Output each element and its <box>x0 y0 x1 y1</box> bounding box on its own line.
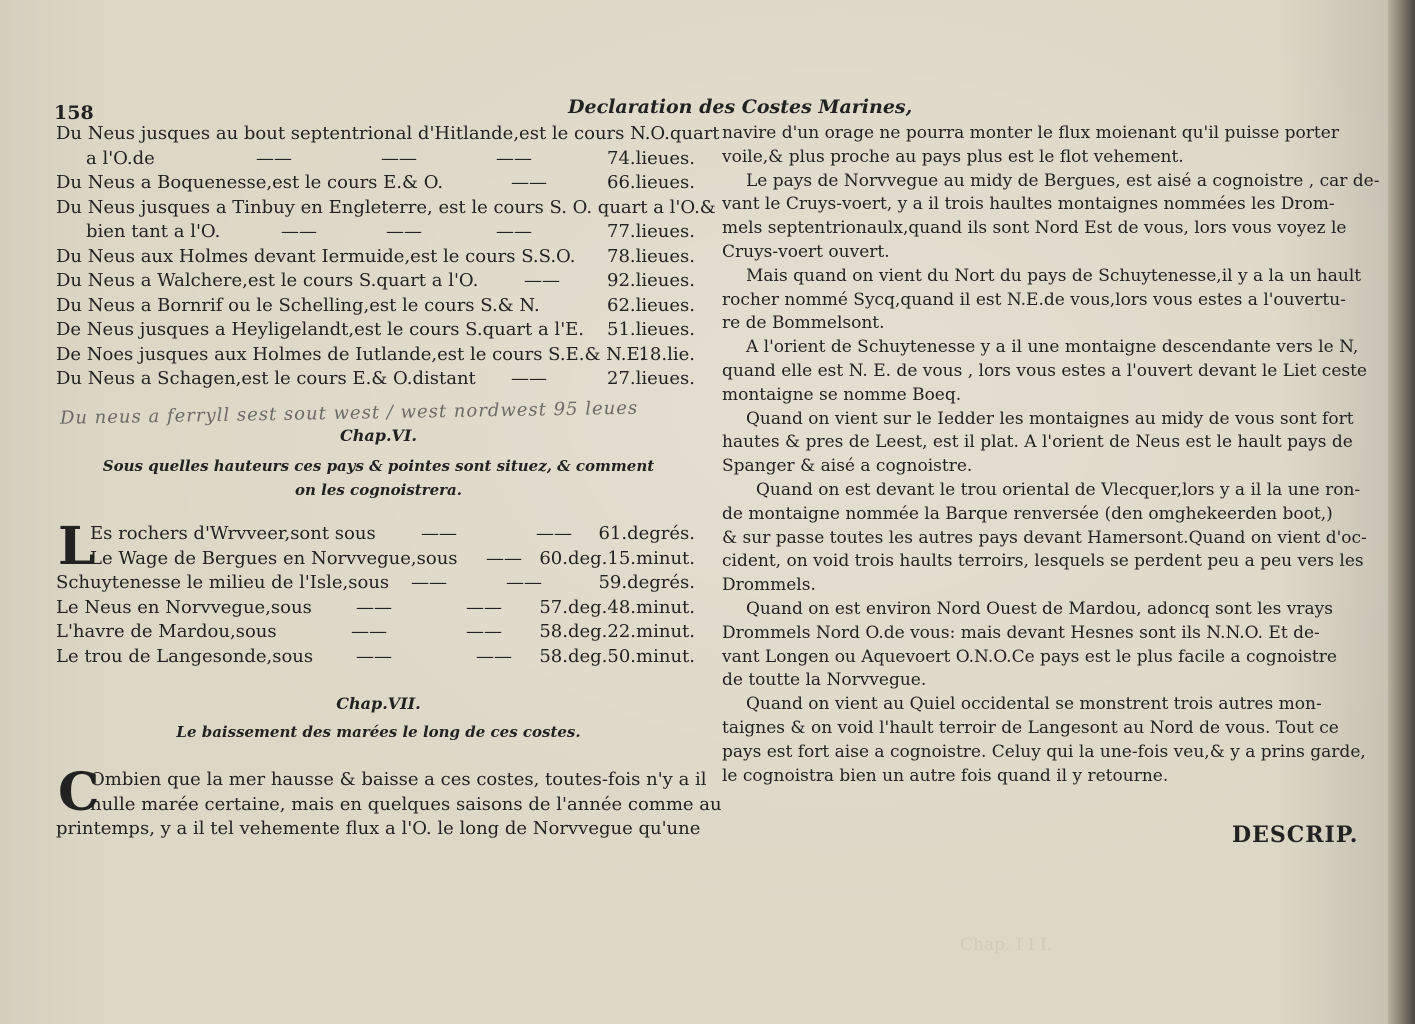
route-row <box>56 147 701 172</box>
route-row <box>56 294 701 319</box>
route-value: 77.lieues. <box>607 221 695 242</box>
route-text: Du Neus a Bornrif ou le Schelling,est le cours S.& N. <box>56 294 540 316</box>
height-value: 59.degrés. <box>598 572 695 593</box>
book-gutter <box>1388 0 1415 1024</box>
paragraph-line: Quand on est devant le trou oriental de Vlecquer,lors y a il la une ron- <box>756 479 1361 500</box>
height-text: Le Neus en Norvvegue,sous <box>56 596 312 618</box>
route-text: De Neus jusques a Heyligelandt,est le cours S.quart a l'E. <box>56 319 585 340</box>
route-row <box>56 171 701 196</box>
paragraph-line: Quand on vient sur le Iedder les montaignes au midy de vous sont fort <box>746 408 1354 429</box>
route-text: De Noes jusques aux Holmes de Iutlande,est le cours S.E.& N.E. <box>56 343 646 365</box>
routes-list <box>56 122 720 392</box>
height-row: L'havre de Mardou,sous —— —— 58.deg.22.minut. <box>56 621 695 642</box>
route-value: 18.lie. <box>638 343 695 365</box>
height-text: Schuytenesse le milieu de l'Isle,sous <box>56 572 390 593</box>
paragraph-line: Spanger & aisé a cognoistre. <box>722 456 973 477</box>
route-dash: —— <box>511 172 547 193</box>
route-text: Du Neus a Schagen,est le cours E.& O.distant <box>56 368 476 389</box>
height-row: Le trou de Langesonde,sous —— —— 58.deg.50.minut. <box>56 645 695 667</box>
height-value: 58.deg.22.minut. <box>539 621 695 642</box>
right-column-text <box>722 122 1380 788</box>
route-dash: —— <box>511 368 547 389</box>
height-row: Schuytenesse le milieu de l'Isle,sous —— —— 59.degrés. <box>56 572 695 593</box>
height-value: 57.deg.48.minut. <box>539 596 695 618</box>
route-text: bien tant a l'O. <box>86 221 221 242</box>
paragraph-line: rocher nommé Sycq,quand il est N.E.de vous,lors vous estes a l'ouvertu- <box>722 289 1346 310</box>
route-row <box>56 269 701 294</box>
heights-list <box>56 516 701 669</box>
height-row: Le Wage de Bergues en Norvvegue,sous —— 60.deg.15.minut. <box>90 547 695 569</box>
route-dash: —— <box>386 221 422 242</box>
paragraph-line: & sur passe toutes les autres pays devant Hamersont.Quand on vient d'oc- <box>722 527 1367 548</box>
route-text: a l'O.de <box>86 147 155 169</box>
route-row <box>56 122 720 147</box>
chapter-7-title: Chap.VII. <box>336 694 421 713</box>
height-text: Le trou de Langesonde,sous <box>56 645 314 667</box>
page-header <box>48 92 913 124</box>
paragraph-line: Quand on est environ Nord Ouest de Mardou, adoncq sont les vrays <box>746 598 1333 619</box>
catchword: DESCRIP. <box>1232 822 1359 848</box>
route-value: 51.lieues. <box>607 319 695 340</box>
chapter-6-title: Chap.VI. <box>340 426 417 445</box>
height-text: L'havre de Mardou,sous <box>56 621 277 642</box>
handwritten-note: Du neus a ferryll sest sout west / west nordwest 95 leues <box>59 397 639 429</box>
drop-cap-L: L <box>58 516 95 577</box>
paragraph-line: Cruys-voert ouvert. <box>722 241 890 262</box>
height-row: Le Neus en Norvvegue,sous —— —— 57.deg.48.minut. <box>56 596 695 618</box>
paragraph-line: Drommels Nord O.de vous: mais devant Hesnes sont ils N.N.O. Et de- <box>722 622 1320 643</box>
paragraph-line: de montaigne nommée la Barque renversée (den omghekeerden boot,) <box>722 503 1333 524</box>
paragraph-line: navire d'un orage ne pourra monter le flux moienant qu'il puisse porter <box>722 123 1339 143</box>
chapter-6-subtitle-line2: on les cognoistrera. <box>295 481 462 499</box>
paragraph-line: cident, on void trois haults terroirs, lesquels se perdent peu a peu vers les <box>722 551 1364 572</box>
height-value: 60.deg.15.minut. <box>539 547 695 569</box>
paragraph-line: nulle marée certaine, mais en quelques saisons de l'année comme au <box>90 793 722 815</box>
route-value: 27.lieues. <box>607 368 695 389</box>
paragraph-line: re de Bommelsont. <box>722 313 885 334</box>
chapter-7-subtitle: Le baissement des marées le long de ces costes. <box>176 723 581 741</box>
paragraph-line: Le pays de Norvvegue au midy de Bergues, est aisé a cognoistre , car de- <box>746 170 1380 191</box>
route-text: Du Neus a Boquenesse,est le cours E.& O. <box>56 172 444 193</box>
paragraph-line: voile,& plus proche au pays plus est le flot vehement. <box>722 146 1184 167</box>
paragraph-line: pays est fort aise a cognoistre. Celuy qui la une-fois veu,& y a prins garde, <box>722 741 1366 762</box>
route-dash: —— <box>281 221 317 242</box>
route-row <box>56 367 701 392</box>
paragraph-line: Ombien que la mer hausse & baisse a ces costes, toutes-fois n'y a il <box>90 769 707 790</box>
paragraph-line: printemps, y a il tel vehemente flux a l'O. le long de Norvvegue qu'une <box>56 818 701 839</box>
height-text: Es rochers d'Wrvveer,sont sous <box>90 523 376 544</box>
route-dash: —— <box>256 147 292 169</box>
route-dash: —— <box>381 147 417 169</box>
paragraph-line: A l'orient de Schuytenesse y a il une montaigne descendante vers le N, <box>746 337 1359 358</box>
paragraph-line: montaigne se nomme Boeq. <box>722 384 962 405</box>
paragraph-line: de toutte la Norvvegue. <box>722 670 927 691</box>
route-row <box>56 196 716 221</box>
route-dash: —— <box>496 147 532 169</box>
paragraph-line: hautes & pres de Leest, est il plat. A l'orient de Neus est le hault pays de <box>722 432 1353 453</box>
route-value: 66.lieues. <box>607 172 695 193</box>
route-text: Du Neus a Walchere,est le cours S.quart a l'O. <box>56 270 479 291</box>
paragraph-line: quand elle est N. E. de vous , lors vous estes a l'ouvert devant le Liet ceste <box>722 360 1367 381</box>
route-row <box>56 343 701 368</box>
show-through-text: Chap. I I I. <box>960 935 1053 955</box>
height-row: Es rochers d'Wrvveer,sont sous —— —— 61.degrés. <box>90 523 695 544</box>
paragraph-line: mels septentrionaulx,quand ils sont Nord Est de vous, lors vous voyez le <box>722 218 1347 239</box>
route-dash: —— <box>496 221 532 242</box>
route-dash: —— <box>524 270 560 291</box>
route-text: Du Neus aux Holmes devant Iermuide,est le cours S.S.O. <box>56 245 576 267</box>
route-value: 62.lieues. <box>607 294 695 316</box>
route-value: 74.lieues. <box>607 147 695 169</box>
height-text: Le Wage de Bergues en Norvvegue,sous <box>90 547 458 569</box>
route-row <box>56 318 701 343</box>
height-value: 58.deg.50.minut. <box>539 645 695 667</box>
paragraph-line: vant le Cruys-voert, y a il trois haultes montaignes nommées les Drom- <box>722 194 1335 215</box>
paragraph-line: Mais quand on vient du Nort du pays de Schuytenesse,il y a la un hault <box>746 265 1362 286</box>
paragraph-line: Quand on vient au Quiel occidental se monstrent trois autres mon- <box>746 694 1322 715</box>
chapter-6-subtitle-line1: Sous quelles hauteurs ces pays & pointes sont situez, & comment <box>102 457 655 475</box>
route-text: Du Neus jusques au bout septentrional d'Hitlande,est le cours N.O.quart <box>56 123 720 144</box>
route-row <box>56 220 701 245</box>
height-value: 61.degrés. <box>598 523 695 544</box>
drop-cap-C: C <box>58 762 100 823</box>
page-number: 158 <box>54 102 94 124</box>
route-value: 78.lieues. <box>607 245 695 267</box>
route-value: 92.lieues. <box>607 270 695 291</box>
paragraph-line: le cognoistra bien un autre fois quand il y retourne. <box>722 765 1169 786</box>
paragraph-line: taignes & on void l'hault terroir de Langesont au Nord de vous. Tout ce <box>722 717 1339 738</box>
paragraph-line: Drommels. <box>722 575 816 596</box>
tides-paragraph <box>56 762 722 842</box>
route-text: Du Neus jusques a Tinbuy en Engleterre, est le cours S. O. quart a l'O.& <box>56 196 716 218</box>
paragraph-line: vant Longen ou Aquevoert O.N.O.Ce pays est le plus facile a cognoistre <box>722 646 1337 667</box>
route-row <box>56 245 701 270</box>
running-title: Declaration des Costes Marines, <box>568 96 913 118</box>
